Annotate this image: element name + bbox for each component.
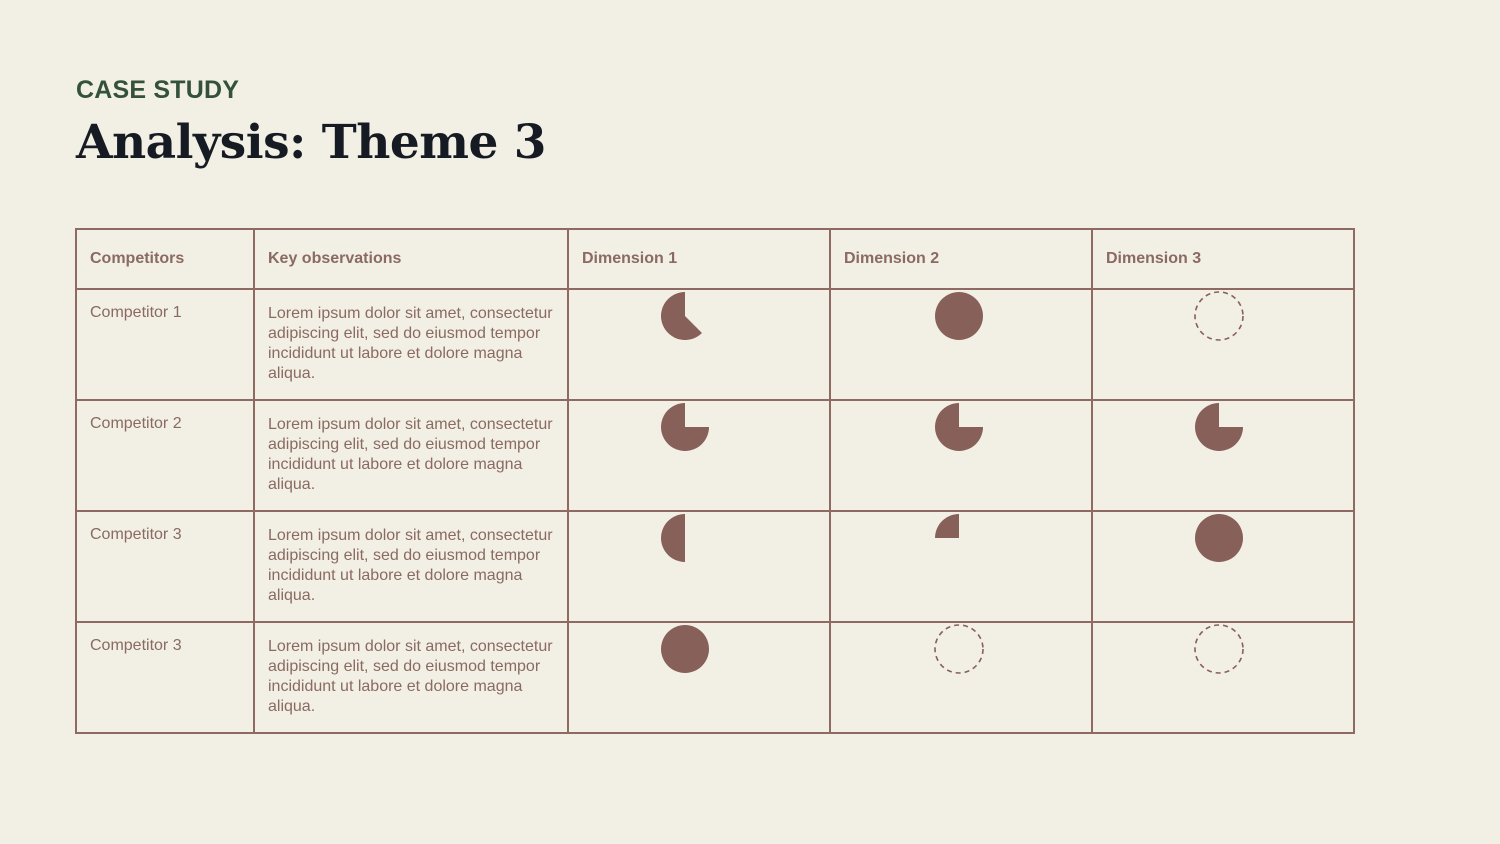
harvey-ball-icon	[659, 290, 711, 342]
rating-partial	[661, 403, 709, 451]
key-observation: Lorem ipsum dolor sit amet, consectetur adipiscing elit, sed do eiusmod tempor incididunt ut labore et dolore magna aliqua.	[254, 511, 568, 622]
dimension-2-rating	[830, 511, 1092, 622]
dimension-3-rating	[1092, 400, 1354, 511]
dimension-3-rating	[1092, 511, 1354, 622]
table-row	[76, 400, 1354, 511]
column-header-dimension-2: Dimension 2	[830, 229, 1092, 289]
rating-full	[935, 292, 983, 340]
dimension-2-rating	[830, 289, 1092, 400]
dimension-2-rating	[830, 400, 1092, 511]
column-header-competitors: Competitors	[76, 229, 254, 289]
table-row	[76, 622, 1354, 733]
dimension-1-rating	[568, 400, 830, 511]
harvey-ball-icon	[659, 623, 711, 675]
harvey-ball-icon	[1193, 623, 1245, 675]
harvey-ball-icon	[1193, 512, 1245, 564]
competitor-name: Competitor 3	[76, 622, 254, 733]
competitor-analysis-table	[75, 228, 1355, 734]
key-observation: Lorem ipsum dolor sit amet, consectetur adipiscing elit, sed do eiusmod tempor incididunt ut labore et dolore magna aliqua.	[254, 289, 568, 400]
dimension-3-rating	[1092, 622, 1354, 733]
table-row	[76, 289, 1354, 400]
dimension-2-rating	[830, 622, 1092, 733]
table-row	[76, 511, 1354, 622]
dimension-1-rating	[568, 622, 830, 733]
key-observation: Lorem ipsum dolor sit amet, consectetur adipiscing elit, sed do eiusmod tempor incididunt ut labore et dolore magna aliqua.	[254, 622, 568, 733]
harvey-ball-icon	[933, 623, 985, 675]
key-observation: Lorem ipsum dolor sit amet, consectetur adipiscing elit, sed do eiusmod tempor incididunt ut labore et dolore magna aliqua.	[254, 400, 568, 511]
column-header-key-observations: Key observations	[254, 229, 568, 289]
rating-partial	[935, 403, 983, 451]
dimension-3-rating	[1092, 289, 1354, 400]
table-header-row	[76, 229, 1354, 289]
section-eyebrow: CASE STUDY	[76, 76, 240, 104]
harvey-ball-icon	[933, 401, 985, 453]
column-header-dimension-3: Dimension 3	[1092, 229, 1354, 289]
rating-empty	[1195, 625, 1243, 673]
competitor-name: Competitor 1	[76, 289, 254, 400]
harvey-ball-icon	[659, 401, 711, 453]
column-header-dimension-1: Dimension 1	[568, 229, 830, 289]
harvey-ball-icon	[933, 512, 985, 564]
harvey-ball-icon	[1193, 401, 1245, 453]
competitor-name: Competitor 2	[76, 400, 254, 511]
rating-partial	[661, 514, 685, 562]
rating-full	[661, 625, 709, 673]
competitor-name: Competitor 3	[76, 511, 254, 622]
dimension-1-rating	[568, 511, 830, 622]
harvey-ball-icon	[1193, 290, 1245, 342]
harvey-ball-icon	[659, 512, 711, 564]
dimension-1-rating	[568, 289, 830, 400]
harvey-ball-icon	[933, 290, 985, 342]
rating-empty	[935, 625, 983, 673]
rating-partial	[661, 292, 702, 340]
page-title: Analysis: Theme 3	[76, 115, 546, 170]
rating-full	[1195, 514, 1243, 562]
rating-partial	[935, 514, 959, 538]
rating-partial	[1195, 403, 1243, 451]
rating-empty	[1195, 292, 1243, 340]
